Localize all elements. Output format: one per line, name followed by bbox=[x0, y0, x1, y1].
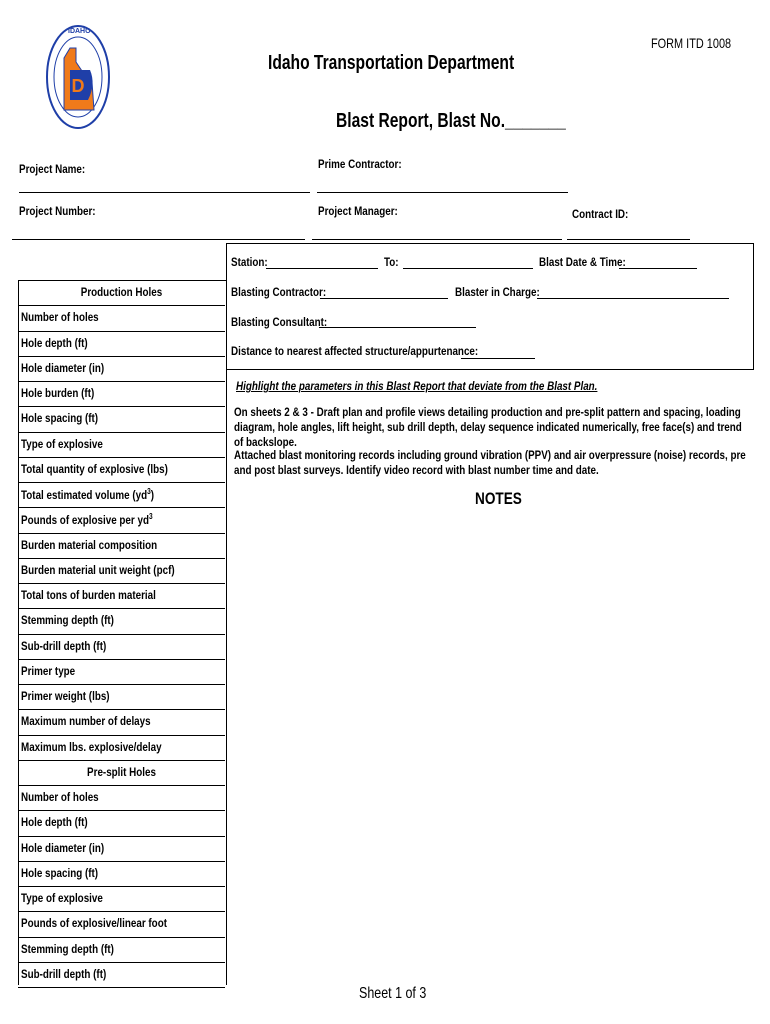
sheet-number: Sheet 1 of 3 bbox=[359, 985, 427, 1002]
itd-logo bbox=[44, 22, 112, 132]
svg-text:D: D bbox=[71, 76, 85, 96]
production-row-text: Stemming depth (ft) bbox=[21, 613, 114, 628]
presplit-holes-heading[interactable] bbox=[18, 760, 225, 786]
production-row-label bbox=[21, 361, 104, 375]
project-number-field[interactable] bbox=[12, 239, 305, 240]
distance-label: Distance to nearest affected structure/appurtenance: bbox=[231, 344, 479, 358]
presplit-row[interactable] bbox=[18, 937, 225, 963]
project-name-field[interactable] bbox=[19, 192, 310, 193]
production-row-text: Hole burden (ft) bbox=[21, 386, 95, 400]
presplit-row[interactable] bbox=[18, 785, 225, 811]
production-row-label bbox=[21, 563, 175, 577]
production-row-label bbox=[21, 411, 98, 425]
production-row-text: Burden material composition bbox=[21, 537, 158, 552]
production-row[interactable] bbox=[18, 457, 225, 483]
production-row[interactable] bbox=[18, 533, 225, 559]
production-row-text: Hole spacing (ft) bbox=[21, 411, 99, 426]
presplit-row-label bbox=[21, 916, 167, 930]
production-row-text: Pounds of explosive per yd bbox=[21, 513, 149, 528]
presplit-row-text: Hole spacing (ft) bbox=[21, 865, 99, 880]
project-manager-field[interactable] bbox=[312, 239, 562, 240]
production-holes-heading-label bbox=[37, 285, 207, 299]
to-field[interactable] bbox=[403, 268, 533, 269]
presplit-row-label bbox=[21, 815, 88, 829]
production-row[interactable] bbox=[18, 659, 225, 685]
production-row[interactable] bbox=[18, 735, 225, 761]
monitoring-instruction: Attached blast monitoring records including ground vibration (PPV) and air overpressure (noise) records, pre and post blast surveys. Identify video record with blast number time and date. bbox=[234, 448, 746, 477]
presplit-row-label bbox=[21, 891, 103, 905]
presplit-row-text: Hole depth (ft) bbox=[21, 815, 88, 830]
sheets-instruction: On sheets 2 & 3 - Draft plan and profile views detailing production and pre-split pattern and spacing, loading diagram, hole angles, lift height, sub drill depth, delay sequence indicated numerically, free face(s) and trend of backslope. bbox=[234, 405, 742, 449]
blast-date-field[interactable] bbox=[619, 268, 697, 269]
presplit-row-text: Number of holes bbox=[21, 790, 99, 804]
presplit-row-label bbox=[21, 967, 106, 981]
production-row-label bbox=[21, 689, 110, 703]
notes-heading: NOTES bbox=[475, 489, 522, 508]
production-row[interactable] bbox=[18, 558, 225, 584]
project-number-label: Project Number: bbox=[19, 204, 96, 218]
presplit-row[interactable] bbox=[18, 810, 225, 836]
presplit-row-label bbox=[21, 942, 114, 956]
project-manager-label: Project Manager: bbox=[318, 204, 398, 218]
presplit-row-text: Sub-drill depth (ft) bbox=[21, 966, 107, 981]
production-row[interactable] bbox=[18, 583, 225, 609]
contract-id-field[interactable] bbox=[567, 239, 690, 240]
production-row[interactable] bbox=[18, 356, 225, 382]
presplit-row-label bbox=[21, 790, 99, 804]
production-row-text: Primer type bbox=[21, 663, 76, 678]
production-row-text: Type of explosive bbox=[21, 436, 103, 451]
production-holes-heading[interactable] bbox=[18, 280, 225, 306]
blaster-in-charge-field[interactable] bbox=[537, 298, 729, 299]
presplit-row[interactable] bbox=[18, 861, 225, 887]
presplit-row-text: Pounds of explosive/linear foot bbox=[21, 916, 167, 931]
production-row-label bbox=[21, 336, 88, 350]
production-row[interactable] bbox=[18, 331, 225, 357]
report-title: Blast Report, Blast No._______ bbox=[336, 110, 566, 132]
production-row-text: Total quantity of explosive (lbs) bbox=[21, 461, 168, 476]
production-row-label bbox=[21, 512, 153, 527]
presplit-row-text: Stemming depth (ft) bbox=[21, 941, 114, 956]
production-row-superscript: 3 bbox=[147, 487, 151, 496]
production-row[interactable] bbox=[18, 684, 225, 710]
presplit-row[interactable] bbox=[18, 962, 225, 988]
contract-id-label: Contract ID: bbox=[572, 207, 629, 221]
prime-contractor-label: Prime Contractor: bbox=[318, 157, 402, 171]
presplit-row-text: Type of explosive bbox=[21, 891, 103, 905]
production-row-text: Number of holes bbox=[21, 310, 99, 325]
presplit-row-label bbox=[21, 841, 104, 855]
production-row[interactable] bbox=[18, 432, 225, 458]
production-row-label bbox=[21, 613, 114, 627]
presplit-row-label bbox=[21, 866, 98, 880]
presplit-holes-heading-text: Pre-split Holes bbox=[87, 764, 156, 779]
blasting-contractor-label: Blasting Contractor: bbox=[231, 285, 327, 299]
form-number: FORM ITD 1008 bbox=[651, 35, 732, 51]
production-row-superscript: 3 bbox=[148, 512, 153, 522]
production-row-label bbox=[21, 487, 154, 502]
distance-field[interactable] bbox=[461, 358, 535, 359]
production-row[interactable] bbox=[18, 305, 225, 331]
production-row-text: Maximum number of delays bbox=[21, 714, 151, 729]
production-row[interactable] bbox=[18, 381, 225, 407]
production-row-label bbox=[21, 462, 168, 476]
production-row-label bbox=[21, 437, 103, 451]
production-row-text: Burden material unit weight (pcf) bbox=[21, 562, 175, 577]
to-label: To: bbox=[384, 255, 399, 269]
production-row[interactable] bbox=[18, 482, 225, 508]
production-row-text: Primer weight (lbs) bbox=[21, 689, 110, 703]
production-row[interactable] bbox=[18, 507, 225, 533]
blasting-consultant-field[interactable] bbox=[319, 327, 476, 328]
presplit-row[interactable] bbox=[18, 911, 225, 937]
production-row-text: Total estimated volume (yd bbox=[21, 488, 148, 502]
logo-text-top: IDAHO bbox=[68, 28, 91, 35]
presplit-row[interactable] bbox=[18, 836, 225, 862]
presplit-row[interactable] bbox=[18, 886, 225, 912]
production-row[interactable] bbox=[18, 709, 225, 735]
production-row-text: Sub-drill depth (ft) bbox=[21, 638, 107, 653]
production-row-label bbox=[21, 664, 75, 678]
production-row[interactable] bbox=[18, 634, 225, 660]
blasting-consultant-label: Blasting Consultant: bbox=[231, 315, 328, 329]
production-row-label bbox=[21, 588, 156, 602]
production-row-label bbox=[21, 740, 162, 754]
station-label: Station: bbox=[231, 255, 268, 269]
production-row-paren: ) bbox=[150, 488, 155, 502]
production-row-text: Total tons of burden material bbox=[21, 588, 156, 602]
production-row-label bbox=[21, 714, 151, 728]
blast-date-label: Blast Date & Time: bbox=[539, 255, 626, 269]
highlight-instruction: Highlight the parameters in this Blast Report that deviate from the Blast Plan. bbox=[236, 379, 598, 393]
department-title: Idaho Transportation Department bbox=[268, 52, 515, 74]
production-row-label bbox=[21, 386, 94, 400]
production-row-label bbox=[21, 639, 106, 653]
blasting-contractor-field[interactable] bbox=[320, 298, 448, 299]
itd-seal-icon bbox=[44, 22, 112, 132]
production-row-label bbox=[21, 538, 157, 552]
blaster-in-charge-label: Blaster in Charge: bbox=[455, 285, 540, 299]
production-holes-heading-text: Production Holes bbox=[80, 285, 163, 299]
production-row-text: Hole depth (ft) bbox=[21, 335, 88, 350]
production-row-text: Hole diameter (in) bbox=[21, 360, 105, 375]
station-field[interactable] bbox=[266, 268, 378, 269]
project-name-label: Project Name: bbox=[19, 162, 86, 176]
presplit-holes-heading-label bbox=[37, 765, 207, 779]
production-row-text: Maximum lbs. explosive/delay bbox=[21, 739, 162, 754]
production-row[interactable] bbox=[18, 608, 225, 634]
production-row-label bbox=[21, 310, 99, 324]
prime-contractor-field[interactable] bbox=[317, 192, 568, 193]
presplit-row-text: Hole diameter (in) bbox=[21, 840, 105, 855]
production-row[interactable] bbox=[18, 406, 225, 432]
